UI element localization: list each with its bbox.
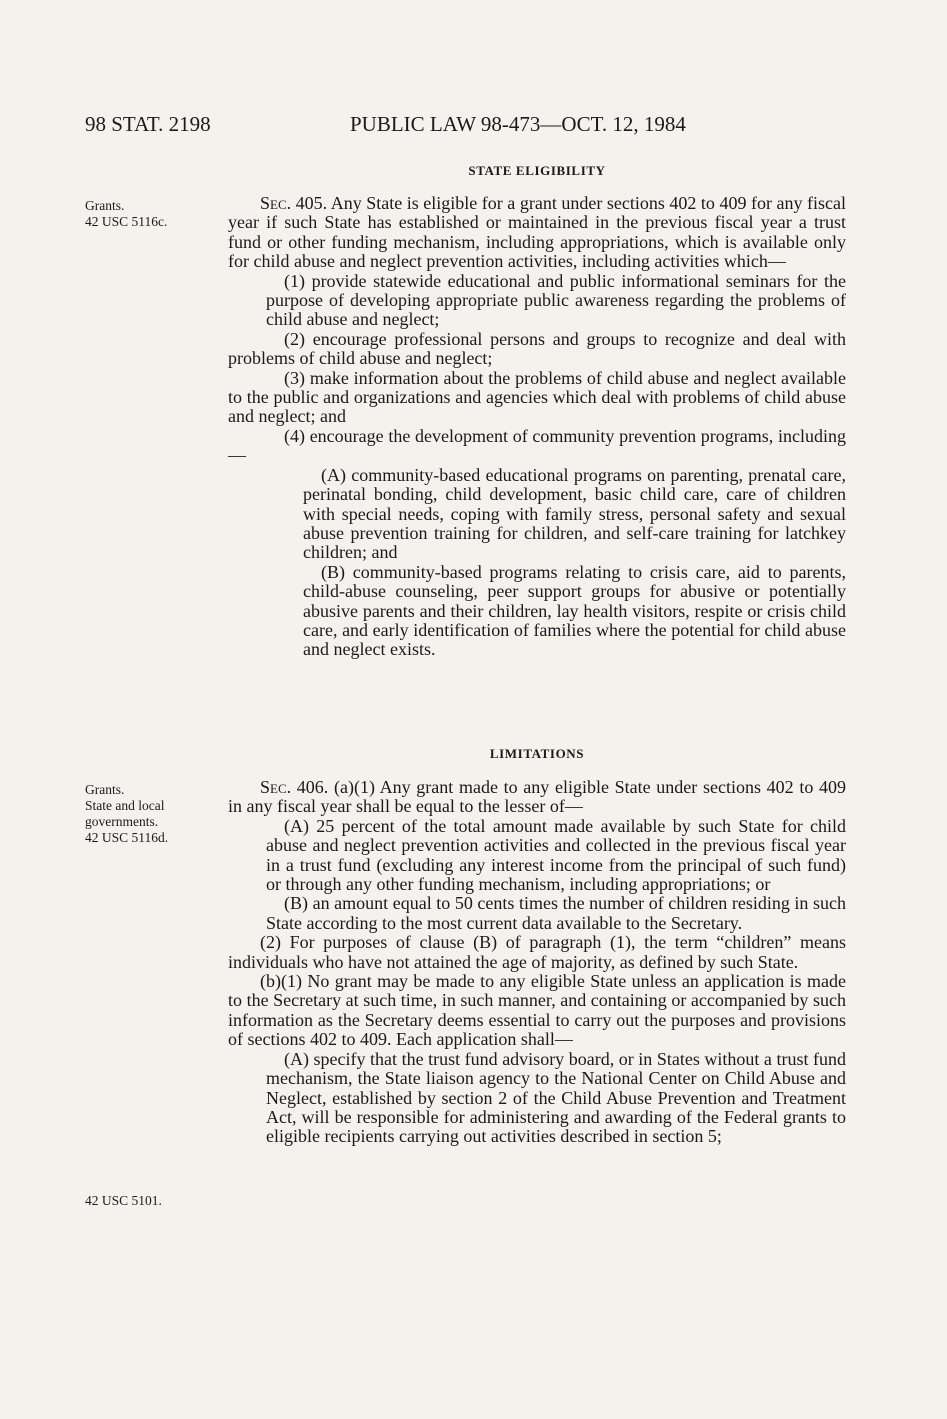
paragraph-405-B: (B) community-based programs relating to crisis care, aid to parents, child-abuse counseling, peer support groups for abusive or potentially abusive parents and their children, lay health visitors, respite or crisis child care, and early identification of families where the potential for child abuse and neglect exists. — [303, 561, 846, 660]
page-header — [85, 112, 865, 142]
stat-reference: 98 STAT. 2198 — [85, 112, 211, 136]
paragraph-406-bA: (A) specify that the trust fund advisory board, or in States without a trust fund mechanism, the State liaison agency to the National Center on Child Abuse and Neglect, established by section 2 of the Child Abuse Prevention and Treatment Act, will be responsible for administering and awarding of the Federal grants to eligible recipients carrying out activities described in section 5; — [266, 1048, 846, 1147]
section-heading-limitations: LIMITATIONS — [489, 746, 585, 761]
margin-note-5101: 42 USC 5101. — [85, 1193, 162, 1208]
paragraph-405-4: (4) encourage the development of community prevention programs, including— — [228, 425, 846, 466]
paragraph-405-1: (1) provide statewide educational and public informational seminars for the purpose of developing appropriate public awareness regarding the problems of child abuse and neglect; — [266, 270, 846, 330]
section-406-text — [228, 778, 846, 1147]
margin-note-405: Grants. 42 USC 5116c. — [85, 198, 168, 229]
section-heading-state-eligibility: STATE ELIGIBILITY — [468, 163, 606, 178]
section-405-text — [228, 194, 846, 660]
paragraph-406-A: (A) 25 percent of the total amount made available by such State for child abuse and neglect prevention activities and collected in the previous fiscal year in a trust fund (excluding any interest income from the principal of such fund) or through any other funding mechanism, including appropriations; or — [266, 815, 846, 895]
margin-note-406: Grants. State and local governments. 42 USC 5116d. — [85, 782, 169, 845]
section-405-intro: Sec. 405. Any State is eligible for a grant under sections 402 to 409 for any fiscal year if such State has established or maintained in the previous fiscal year a trust fund or other funding mechanism, including appropriations, which is available only for child abuse and neglect prevention activities, including activities which— — [228, 193, 846, 272]
paragraph-406-b1: (b)(1) No grant may be made to any eligible State unless an application is made to the Secretary at such time, in such manner, and containing or accompanied by such information as the Secretary deems essential to carry out the purposes and provisions of sections 402 to 409. Each application shall— — [228, 971, 846, 1050]
paragraph-405-A: (A) community-based educational programs on parenting, prenatal care, perinatal bonding, child development, basic child care, care of children with special needs, coping with family stress, personal safety and sexual abuse prevention training for children, and self-care training for latchkey children; and — [303, 464, 846, 563]
paragraph-406-a2: (2) For purposes of clause (B) of paragraph (1), the term “children” means individuals who have not attained the age of majority, as defined by such State. — [228, 932, 846, 972]
paragraph-405-2: (2) encourage professional persons and groups to recognize and deal with problems of child abuse and neglect; — [228, 328, 846, 369]
section-406-intro: Sec. 406. (a)(1) Any grant made to any eligible State under sections 402 to 409 in any fiscal year shall be equal to the lesser of— — [228, 777, 846, 817]
paragraph-405-3: (3) make information about the problems of child abuse and neglect available to the public and organizations and agencies which deal with problems of child abuse and neglect; and — [228, 367, 846, 427]
law-title: PUBLIC LAW 98-473—OCT. 12, 1984 — [350, 112, 686, 136]
paragraph-406-B: (B) an amount equal to 50 cents times the number of children residing in such State according to the most current data available to the Secretary. — [266, 893, 846, 933]
